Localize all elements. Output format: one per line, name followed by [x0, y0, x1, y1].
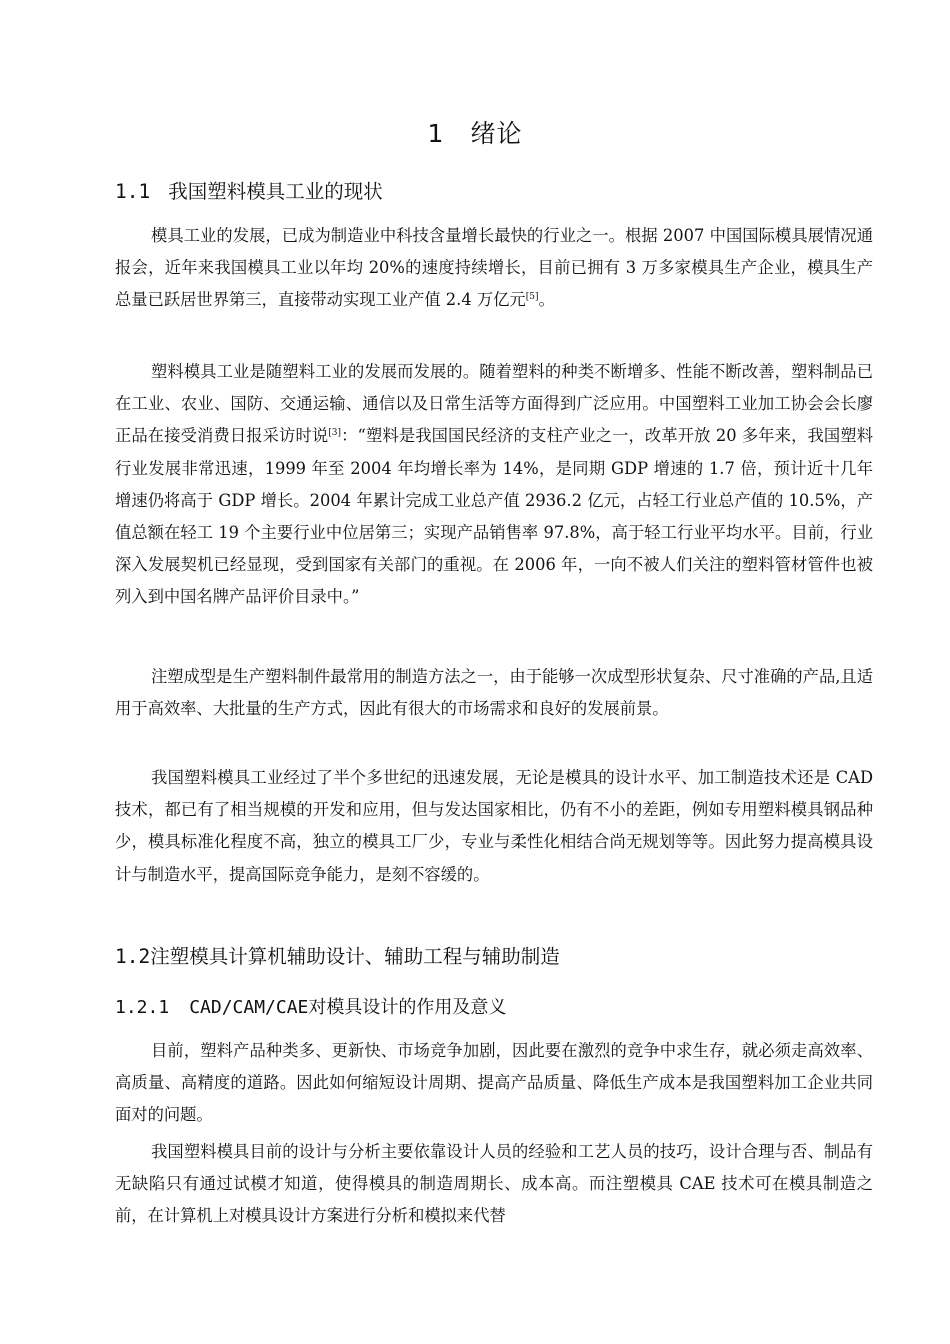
paragraph-2	[115, 356, 873, 614]
section-number: 1.1	[115, 180, 151, 203]
citation-ref: [3]	[328, 428, 342, 439]
paragraph-text: 模具工业的发展，已成为制造业中科技含量增长最快的行业之一。根据 2007 中国国际模具展情况通报会，近年来我国模具工业以年均 20%的速度持续增长，目前已拥有 3 万多家模具生产企业，模具生产总量已跃居世界第三，直接带动实现工业产值 2.4 万亿元	[115, 226, 873, 310]
section-title: 我国塑料模具工业的现状	[168, 180, 383, 203]
subsection-heading-1-2-1	[115, 993, 506, 1019]
paragraph-text: 塑料模具工业是随塑料工业的发展而发展的。随着塑料的种类不断增多、性能不断改善，塑料制品已在工业、农业、国防、交通运输、通信以及日常生活等方面得到广泛应用。中国塑料工业加工协会会长廖正品在接受消费日报采访时说	[115, 362, 873, 446]
subsection-number: 1.2.1	[115, 997, 170, 1018]
subsection-title: 对模具设计的作用及意义	[308, 997, 507, 1018]
paragraph-1	[115, 220, 873, 317]
paragraph-text: ：“塑料是我国国民经济的支柱产业之一，改革开放 20 多年来，我国塑料行业发展非常迅速，1999 年至 2004 年均增长率为 14%，是同期 GDP 增速的 1.7 倍，预计近十几年增速仍将高于 GDP 增长。2004 年累计完成工业总产值 2936.2 亿元，占轻工行业总产值的 10.5%，产值总额在轻工 19 个主要行业中位居第三；实现产品销售率 97.8%，高于轻工行业平均水平。目前，行业深入发展契机已经显现，受到国家有关部门的重视。在 2006 年，一向不被人们关注的塑料管材管件也被列入到中国名牌产品评价目录中。”	[115, 426, 873, 607]
paragraph-6: 我国塑料模具目前的设计与分析主要依靠设计人员的经验和工艺人员的技巧，设计合理与否、制品有无缺陷只有通过试模才知道，使得模具的制造周期长、成本高。而注塑模具 CAE 技术可在模具制造之前，在计算机上对模具设计方案进行分析和模拟来代替	[115, 1142, 873, 1226]
paragraph-5: 目前，塑料产品种类多、更新快、市场竞争加剧，因此要在激烈的竞争中求生存，就必须走高效率、高质量、高精度的道路。因此如何缩短设计周期、提高产品质量、降低生产成本是我国塑料加工企业共同面对的问题。	[115, 1041, 873, 1125]
citation-ref: [5]	[525, 292, 539, 303]
chapter-title-text: 绪论	[470, 119, 523, 148]
paragraph-3: 注塑成型是生产塑料制件最常用的制造方法之一，由于能够一次成型形状复杂、尺寸准确的产品,且适用于高效率、大批量的生产方式，因此有很大的市场需求和良好的发展前景。	[115, 667, 873, 719]
section-heading-1-1	[115, 176, 383, 204]
paragraph-4: 我国塑料模具工业经过了半个多世纪的迅速发展，无论是模具的设计水平、加工制造技术还是 CAD 技术，都已有了相当规模的开发和应用，但与发达国家相比，仍有不小的差距，例如专用塑料模具钢品种少，模具标准化程度不高，独立的模具工厂少，专业与柔性化相结合尚无规划等等。因此努力提高模具设计与制造水平，提高国际竞争能力，是刻不容缓的。	[115, 768, 873, 884]
chapter-number: 1	[427, 119, 445, 148]
section-number: 1.2	[115, 945, 151, 968]
section-title: 注塑模具计算机辅助设计、辅助工程与辅助制造	[150, 945, 560, 968]
subsection-title-latin: CAD/CAM/CAE	[189, 997, 309, 1018]
paragraph-text: 。	[538, 290, 555, 310]
section-heading-1-2	[115, 941, 560, 969]
chapter-title	[0, 114, 950, 150]
